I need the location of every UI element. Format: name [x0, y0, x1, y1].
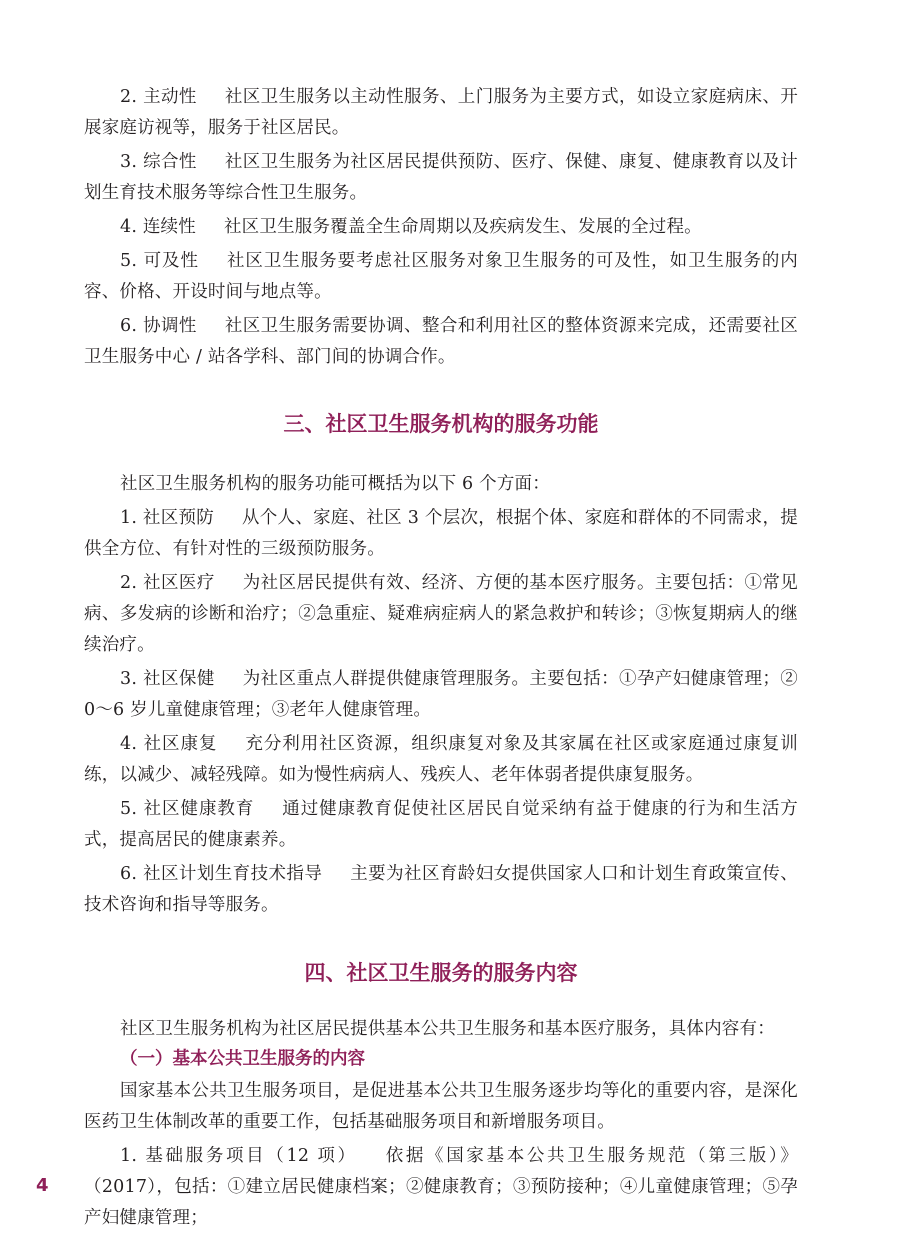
paragraph: 国家基本公共卫生服务项目，是促进基本公共卫生服务逐步均等化的重要内容，是深化医药卫生体制改革的重要工作，包括基础服务项目和新增服务项目。 [84, 1081, 798, 1132]
list-item [84, 1141, 798, 1234]
item-lead: 3. 社区保健 [120, 669, 215, 689]
item-lead: 4. 社区康复 [120, 734, 218, 754]
item-text: 为社区重点人群提供健康管理服务。主要包括：①孕产妇健康管理；② 0～6 岁儿童健康管理；③老年人健康管理。 [84, 669, 798, 720]
item-lead: 3. 综合性 [120, 152, 197, 172]
item-text: 依据《国家基本公共卫生服务规范（第三版）》（2017），包括：①建立居民健康档案；②健康教育；③预防接种；④儿童健康管理；⑤孕产妇健康管理； [84, 1146, 798, 1228]
page-number: 4 [36, 1175, 49, 1196]
list-item [84, 664, 798, 726]
item-lead: 1. 社区预防 [120, 508, 215, 528]
list-item [84, 729, 798, 791]
item-text: 通过健康教育促使社区居民自觉采纳有益于健康的行为和生活方式，提高居民的健康素养。 [84, 799, 798, 850]
list-item [84, 246, 798, 308]
item-text: 社区卫生服务为社区居民提供预防、医疗、保健、康复、健康教育以及计划生育技术服务等综合性卫生服务。 [84, 152, 798, 203]
item-lead: 5. 可及性 [120, 251, 199, 271]
item-lead: 6. 社区计划生育技术指导 [120, 864, 323, 884]
item-lead: 6. 协调性 [120, 316, 197, 336]
item-lead: 2. 社区医疗 [120, 573, 215, 593]
item-text: 社区卫生服务覆盖全生命周期以及疾病发生、发展的全过程。 [223, 217, 702, 237]
list-item [84, 568, 798, 661]
item-lead: 1. 基础服务项目（12 项） [120, 1146, 358, 1166]
item-text: 主要为社区育龄妇女提供国家人口和计划生育政策宣传、技术咨询和指导等服务。 [84, 864, 799, 915]
list-item [84, 859, 798, 921]
item-text: 充分利用社区资源，组织康复对象及其家属在社区或家庭通过康复训练，以减少、减轻残障。如为慢性病病人、残疾人、老年体弱者提供康复服务。 [84, 734, 798, 785]
item-lead: 5. 社区健康教育 [120, 799, 255, 819]
item-text: 社区卫生服务以主动性服务、上门服务为主要方式，如设立家庭病床、开展家庭访视等，服务于社区居民。 [84, 87, 798, 138]
item-text: 社区卫生服务需要协调、整合和利用社区的整体资源来完成，还需要社区卫生服务中心 / 站各学科、部门间的协调合作。 [84, 316, 798, 367]
item-lead: 2. 主动性 [120, 87, 197, 107]
section-heading: 三、社区卫生服务机构的服务功能 [283, 412, 599, 436]
list-item [84, 503, 798, 565]
list-item [84, 794, 798, 856]
section-heading: 四、社区卫生服务的服务内容 [304, 961, 578, 985]
page-content [84, 82, 798, 1237]
section-intro: 社区卫生服务机构的服务功能可概括为以下 6 个方面： [120, 474, 550, 494]
section-intro: 社区卫生服务机构为社区居民提供基本公共卫生服务和基本医疗服务，具体内容有： [120, 1019, 775, 1039]
list-item [84, 147, 798, 209]
list-item [84, 212, 798, 243]
item-text: 社区卫生服务要考虑社区服务对象卫生服务的可及性，如卫生服务的内容、价格、开设时间与地点等。 [84, 251, 798, 302]
item-lead: 4. 连续性 [120, 217, 196, 237]
list-item [84, 82, 798, 144]
subsection-heading: （一）基本公共卫生服务的内容 [120, 1049, 365, 1069]
item-text: 为社区居民提供有效、经济、方便的基本医疗服务。主要包括：①常见病、多发病的诊断和治疗；②急重症、疑难病症病人的紧急救护和转诊；③恢复期病人的继续治疗。 [84, 573, 798, 655]
item-text: 从个人、家庭、社区 3 个层次，根据个体、家庭和群体的不同需求，提供全方位、有针对性的三级预防服务。 [84, 508, 798, 559]
list-item [84, 311, 798, 373]
